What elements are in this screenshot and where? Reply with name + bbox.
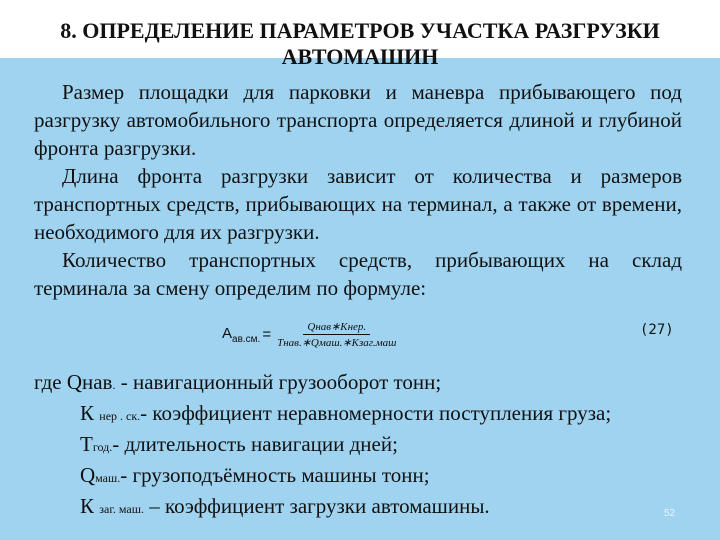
formula-equals: = <box>262 326 272 343</box>
definition-item <box>34 492 714 523</box>
definition-subscript: . <box>112 378 116 392</box>
formula-lhs <box>222 325 260 345</box>
paragraph-2: Длина фронта разгрузки зависит от количества и размеров транспортных средств, прибывающих на терминал, а также от времени, необходимого для их разгрузки. <box>34 164 682 244</box>
definition-text: - навигационный грузооборот тонн; <box>115 370 442 394</box>
slide-title <box>0 18 720 70</box>
body-text <box>34 78 682 302</box>
formula-fraction <box>273 320 400 349</box>
definition-prefix: где <box>34 370 67 394</box>
definition-symbol: К <box>80 401 100 425</box>
title-line-2: АВТОМАШИН <box>281 44 439 69</box>
definition-subscript: заг. маш. <box>99 502 144 516</box>
title-line-1: 8. ОПРЕДЕЛЕНИЕ ПАРАМЕТРОВ УЧАСТКА РАЗГРУЗКИ <box>60 18 660 43</box>
formula-lhs-symbol: A <box>222 324 233 342</box>
definition-text: - длительность навигации дней; <box>112 432 398 456</box>
definition-subscript: нер . ск. <box>99 409 141 423</box>
paragraph-1: Размер площадки для парковки и маневра прибывающего под разгрузку автомобильного транспорта определяется длиной и глубиной фронта разгрузки. <box>34 80 682 160</box>
definition-symbol: К <box>80 494 100 518</box>
definition-text: - грузоподъёмность машины тонн; <box>120 463 430 487</box>
page-number: 52 <box>664 508 676 519</box>
definition-item <box>34 399 714 430</box>
equation-number: (27) <box>640 322 674 338</box>
definition-item <box>34 461 714 492</box>
definition-text: – коэффициент загрузки автомашины. <box>143 494 490 518</box>
formula-lhs-subscript: ав.см. <box>232 333 261 345</box>
formula-numerator: Qнав∗Кнер. <box>303 320 370 335</box>
formula <box>222 320 400 349</box>
definition-item <box>34 430 714 461</box>
definition-subscript: маш. <box>95 471 121 485</box>
definition-symbol: Q <box>80 463 96 487</box>
formula-denominator: Тнав.∗Qмаш.∗Кзаг.маш <box>277 337 397 349</box>
definition-item <box>34 368 714 399</box>
definition-symbol: Т <box>80 432 93 456</box>
paragraph-3: Количество транспортных средств, прибывающих на склад терминала за смену определим по формуле: <box>34 248 682 300</box>
definition-text: - коэффициент неравномерности поступления груза; <box>140 401 612 425</box>
definition-symbol: Qнав <box>66 370 113 394</box>
formula-row <box>0 318 720 358</box>
definitions-list <box>34 368 714 523</box>
definition-subscript: год. <box>92 440 113 454</box>
